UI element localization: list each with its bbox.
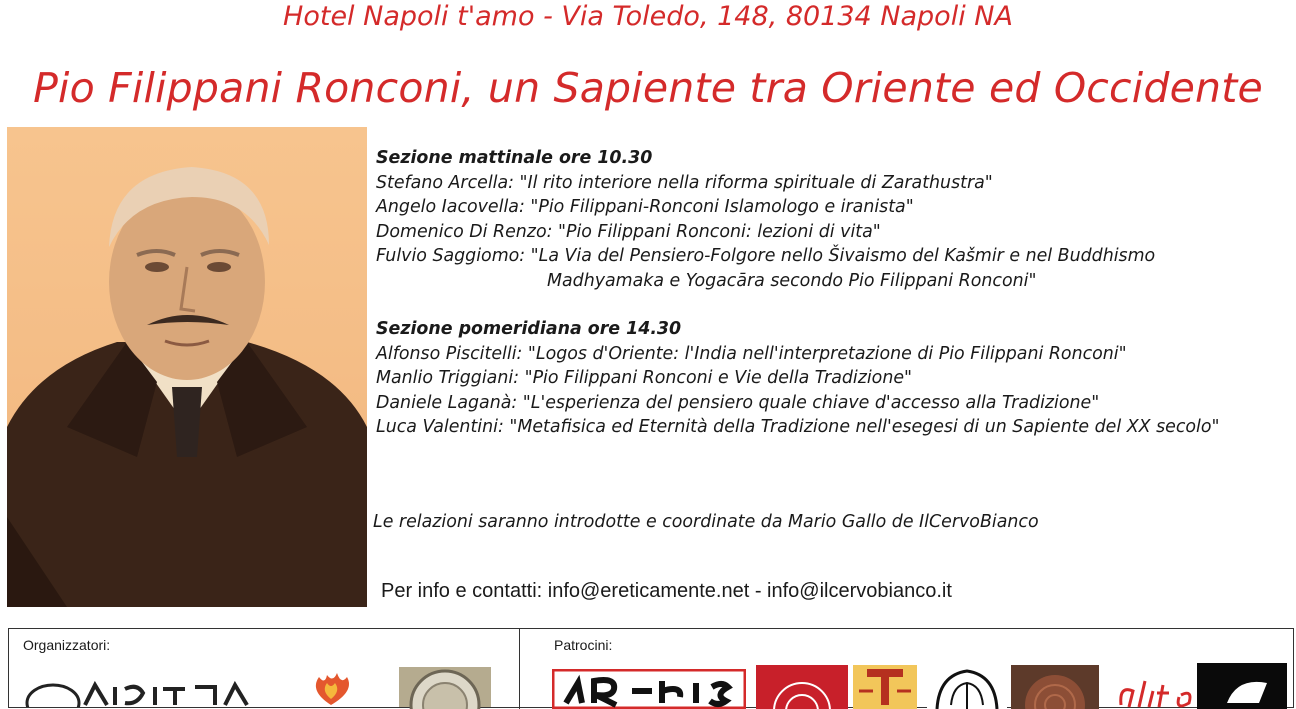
- black-logo: [1197, 663, 1287, 709]
- moderator-note: Le relazioni saranno introdotte e coordinate da Mario Gallo de IlCervoBianco: [373, 512, 1039, 532]
- sponsors-panel: [8, 628, 1294, 708]
- event-venue: Hotel Napoli t'amo - Via Toledo, 148, 80134 Napoli NA: [283, 1, 1013, 32]
- medallion-logo: [397, 665, 493, 709]
- sketch-logo: [927, 665, 1007, 709]
- flame-emblem-logo: [301, 669, 361, 707]
- morning-talk: Angelo Iacovella: "Pio Filippani-Ronconi Islamologo e iranista": [376, 197, 914, 217]
- event-title: Pio Filippani Ronconi, un Sapiente tra Oriente ed Occidente: [33, 64, 1263, 112]
- afternoon-talk: Luca Valentini: "Metafisica ed Eternità della Tradizione nell'esegesi di un Sapiente del XX secolo": [376, 417, 1220, 437]
- ereticamente-logo: [25, 677, 265, 707]
- portrait-photo: [7, 127, 367, 607]
- contact-info: Per info e contatti: info@ereticamente.net - info@ilcervobianco.it: [381, 580, 952, 602]
- red-seal-logo: [756, 665, 848, 709]
- patrons-label: Patrocini:: [554, 637, 613, 653]
- panel-divider: [519, 629, 520, 709]
- program-list: [376, 146, 1286, 440]
- morning-talk: Fulvio Saggiomo: "La Via del Pensiero-Folgore nello Šivaismo del Kašmir e nel Buddhismo: [376, 246, 1156, 266]
- bronze-disc-logo: [1011, 665, 1099, 709]
- afternoon-talk: Alfonso Piscitelli: "Logos d'Oriente: l'India nell'interpretazione di Pio Filippani Ronconi": [376, 343, 1127, 364]
- morning-talk: Domenico Di Renzo: "Pio Filippani Ronconi: lezioni di vita": [376, 221, 881, 242]
- afternoon-talk: Manlio Triggiani: "Pio Filippani Ronconi e Vie della Tradizione": [376, 368, 913, 388]
- tradizione-logo: [853, 665, 917, 709]
- rebis-logo: [552, 669, 746, 709]
- red-italic-logo: [1109, 671, 1193, 709]
- morning-heading: Sezione mattinale ore 10.30: [376, 148, 653, 168]
- afternoon-heading: Sezione pomeridiana ore 14.30: [376, 319, 682, 339]
- morning-talk-continuation: Madhyamaka e Yogacāra secondo Pio Filippani Ronconi": [547, 270, 1037, 291]
- afternoon-talk: Daniele Laganà: "L'esperienza del pensiero quale chiave d'accesso alla Tradizione": [376, 392, 1100, 413]
- morning-talk: Stefano Arcella: "Il rito interiore nella riforma spirituale di Zarathustra": [376, 172, 993, 193]
- organizers-label: Organizzatori:: [23, 637, 111, 653]
